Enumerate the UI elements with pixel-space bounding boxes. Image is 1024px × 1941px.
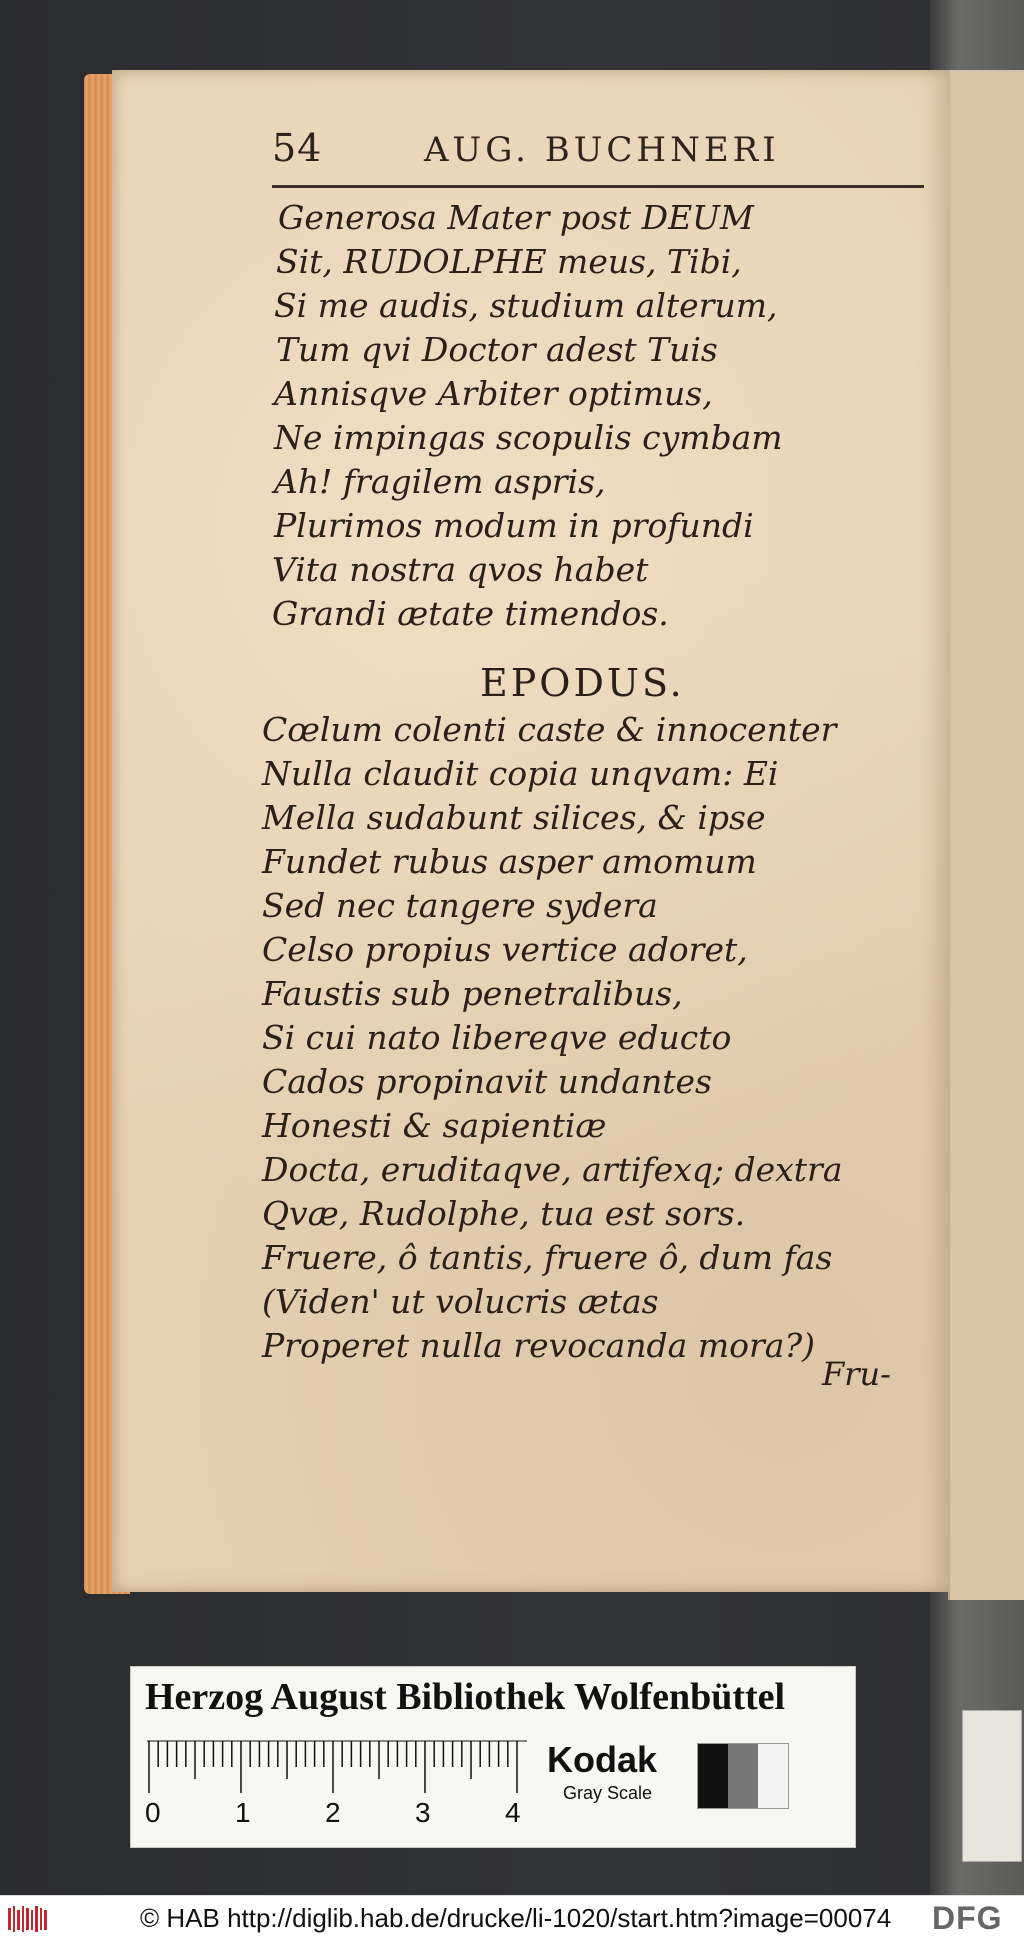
verse-line: Tum qvi Doctor adest Tuis [276,330,718,369]
epodus-line: Nulla claudit copia unqvam: Ei [262,754,779,793]
epodus-line: Honesti & sapientiæ [262,1106,607,1145]
ruler-scale [147,1739,527,1795]
epodus-line: Faustis sub penetralibus, [262,974,683,1013]
verse-line: Plurimos modum in profundi [274,506,754,545]
epodus-line: Fruere, ô tantis, fruere ô, dum fas [262,1238,833,1277]
gray-patch [758,1744,788,1808]
ruler-number: 1 [235,1797,251,1828]
page-header [162,118,932,188]
color-target-card [130,1666,856,1848]
ruler-number: 0 [145,1797,161,1828]
epodus-line: Mella sudabunt silices, & ipse [262,798,766,837]
verse-line: Grandi ætate timendos. [272,594,669,633]
epodus-line: Cados propinavit undantes [262,1062,712,1101]
verse-line: Ah! fragilem aspris, [274,462,606,501]
epodus-line: Properet nulla revocanda mora?) [262,1326,816,1365]
verse-line: Ne impingas scopulis cymbam [274,418,783,457]
verse-line: Si me audis, studium alterum, [274,286,778,325]
epodus-line: Docta, eruditaqve, artifexq; dextra [262,1150,843,1189]
gray-patches [697,1743,789,1809]
institution-name: Herzog August Bibliothek Wolfenbüttel [145,1676,786,1718]
epodus-line: Fundet rubus asper amomum [262,842,757,881]
page-number: 54 [272,126,323,170]
dfg-logo: DFG [932,1900,1003,1936]
epodus-line: Celso propius vertice adoret, [262,930,748,969]
section-title: EPODUS. [480,661,685,705]
verse-line: Annisqve Arbiter optimus, [274,374,713,413]
epodus-line: Cœlum colenti caste & innocenter [262,710,837,749]
facing-page-edge [948,70,1024,1600]
ruler-number: 2 [325,1797,341,1828]
catchword: Fru- [822,1355,891,1393]
shelf-label [962,1710,1022,1862]
verse-line: Generosa Mater post DEUM [278,198,754,237]
ruler-numbers [141,1797,541,1837]
source-link[interactable]: © HAB http://diglib.hab.de/drucke/li-1020/start.htm?image=00074 [140,1903,892,1933]
verse-line: Sit, RUDOLPHE meus, Tibi, [276,242,742,281]
epodus-line: Qvæ, Rudolphe, tua est sors. [262,1194,746,1233]
running-head: AUG. BUCHNERI [424,130,780,170]
epodus-line: Sed nec tangere sydera [262,886,658,925]
gray-patch [728,1744,758,1808]
header-rule [272,185,924,188]
verse-line: Vita nostra qvos habet [272,550,649,589]
poem-text [262,196,952,1368]
epodus-line: Si cui nato libereqve educto [262,1018,732,1057]
hab-barcode-icon [8,1904,48,1934]
ruler-number: 3 [415,1797,431,1828]
epodus-line: (Viden' ut volucris ætas [262,1282,659,1321]
kodak-logo: Kodak [547,1739,658,1780]
footer-bar [0,1895,1024,1941]
ruler-number: 4 [505,1797,521,1828]
gray-scale-label: Gray Scale [563,1783,653,1803]
gray-patch [698,1744,728,1808]
